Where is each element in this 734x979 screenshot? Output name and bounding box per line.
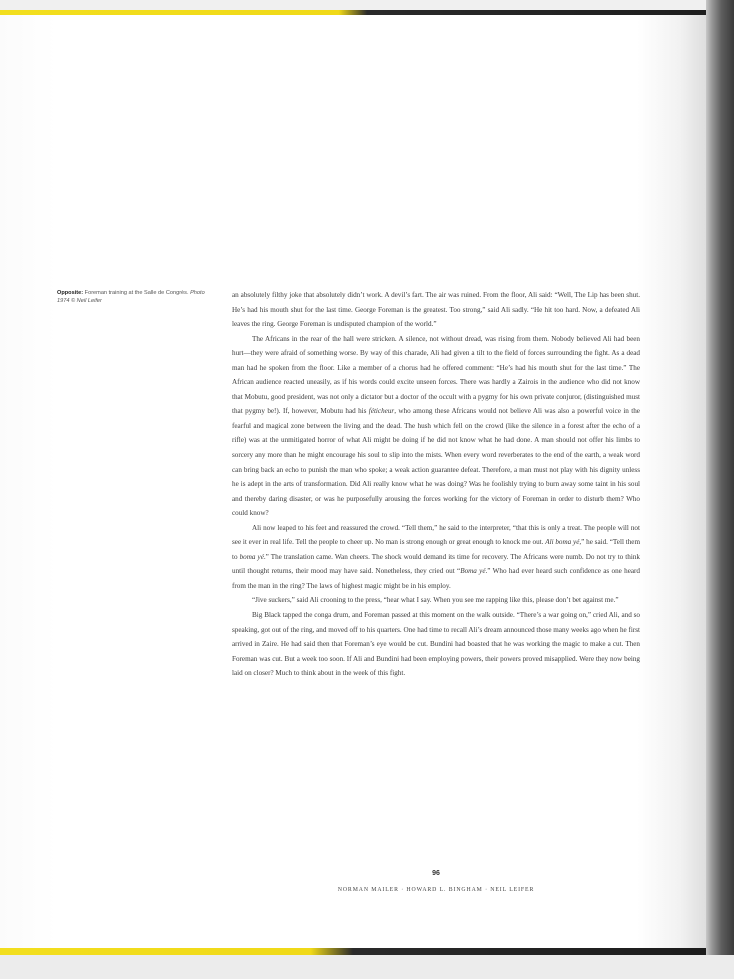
caption-text: Foreman training at the Salle de Congrès.: [83, 290, 191, 296]
bottom-edge-band: [0, 948, 706, 955]
paragraph-3-part-a: Ali now leaped to his feet and reassured the crowd. “Tell them,” he said to the interpreter, “that this is only a treat. The people will not see it ever in real life. Tell the people to cheer up. No man is strong enough or great enough to knock me out.: [232, 523, 640, 547]
surface-below-book: [0, 955, 734, 979]
page-number: 96: [432, 870, 440, 877]
paragraph-3: [232, 521, 640, 594]
top-edge-band: [0, 10, 706, 15]
paragraph-2-part-a: The Africans in the rear of the hall were stricken. A silence, not without dread, was rising from them. Nobody believed Ali had been hurt—they were afraid of something worse. By way of this charade, Ali had given a tilt to the field of forces surrounding the fight. As a dead man had he spoken from the floor. Like a member of a chorus had he offered comment: “He’s had his mouth shut for the last time.” The African audience reacted uneasily, as if his words could excite unseen forces. There was hardly a Zairois in the audience who did not know that Mobutu, good president, was not only a dictator but a doctor of the occult with a pygmy for his own private conjuror, (distinguished must that pygmy be!). If, however, Mobutu had his: [232, 334, 640, 416]
photo-caption: [57, 289, 217, 306]
paragraph-3-part-b: ,” he said. “Tell them to: [232, 538, 641, 561]
paragraph-3-part-c: .” The translation came. Wan cheers. The shock would demand its time for recovery. The Africans were numb. Do not try to think until thought returns, their mood may have said. Nonetheless, they cried out “: [232, 552, 640, 576]
paragraph-1: an absolutely filthy joke that absolutely didn’t work. A devil’s fart. The air was ruined. From the floor, Ali said: “Well, The Lip has been shut. He’s had his mouth shut for the last time. George Foreman is the greatest. Too strong,” said Ali sadly. “He hit too hard. Now, a defeated Ali leaves the ring. George Foreman is undisputed champion of the world.”: [232, 291, 640, 329]
caption-credit: Photo 1974 © Neil Leifer: [57, 290, 205, 305]
paragraph-2-italic: féticheur: [368, 407, 395, 416]
paragraph-3-italic-3: Boma yé: [460, 567, 486, 576]
paragraph-2-part-b: , who among these Africans would not believe Ali was also a powerful voice in the fearful and magical zone between the living and the dead. The hush which fell on the crowd (like the silence in a forest after the echo of a rifle) was at the unmitigated horror of what Ali might be doing if he did not know what he had done. A man should not offer his limbs to sorcery any more than he might encourage his soul to slip into the mists. When every word reverberates to the end of the earth, a weak word can bring back an echo to punish the man who spoke; a weak action guarantee defeat. Therefore, a man must not play with his dignity unless he is adept in the arts of transformation. Did Ali really know what he was doing? Was he foolishly trying to burn away some taint in his soul and thereby daring disaster, or was he purposefully arousing the forces working for the victory of Foreman in order to disturb them? Who could know?: [232, 407, 640, 518]
paragraph-3-italic-1: Ali boma yé: [545, 538, 580, 547]
caption-lead: Opposite:: [57, 290, 84, 296]
paragraph-3-italic-2: boma yé: [239, 552, 264, 561]
paragraph-4: “Jive suckers,” said Ali crooning to the press, “hear what I say. When you see me rapping like this, please don’t bet against me.”: [252, 596, 619, 605]
paragraph-2: [232, 332, 640, 521]
body-text: [232, 288, 640, 681]
paragraph-5: Big Black tapped the conga drum, and Foreman passed at this moment on the walk outside. “There’s a war going on,” cried Ali, and so speaking, got out of the ring, and moved off to his quarters. One had time to recall Ali’s dream announced those many weeks ago when he first arrived in Zaire. He had said then that Foreman’s eye would be cut. Bundini had boasted that he was working the magic to make a cut. Then Foreman was cut. But a week too soon. If Ali and Bundini had been employing powers, their powers proved misapplied. Were they now being laid on closer? Much to think about in the week of this fight.: [232, 611, 640, 678]
paragraph-3-part-d: .” Who had ever heard such confidence as one heard from the man in the ring? The laws of highest magic might be in his employ.: [232, 567, 640, 590]
book-cover-edge: [706, 0, 734, 979]
running-footer-authors: NORMAN MAILER · HOWARD L. BINGHAM · NEIL LEIFER: [337, 887, 535, 893]
